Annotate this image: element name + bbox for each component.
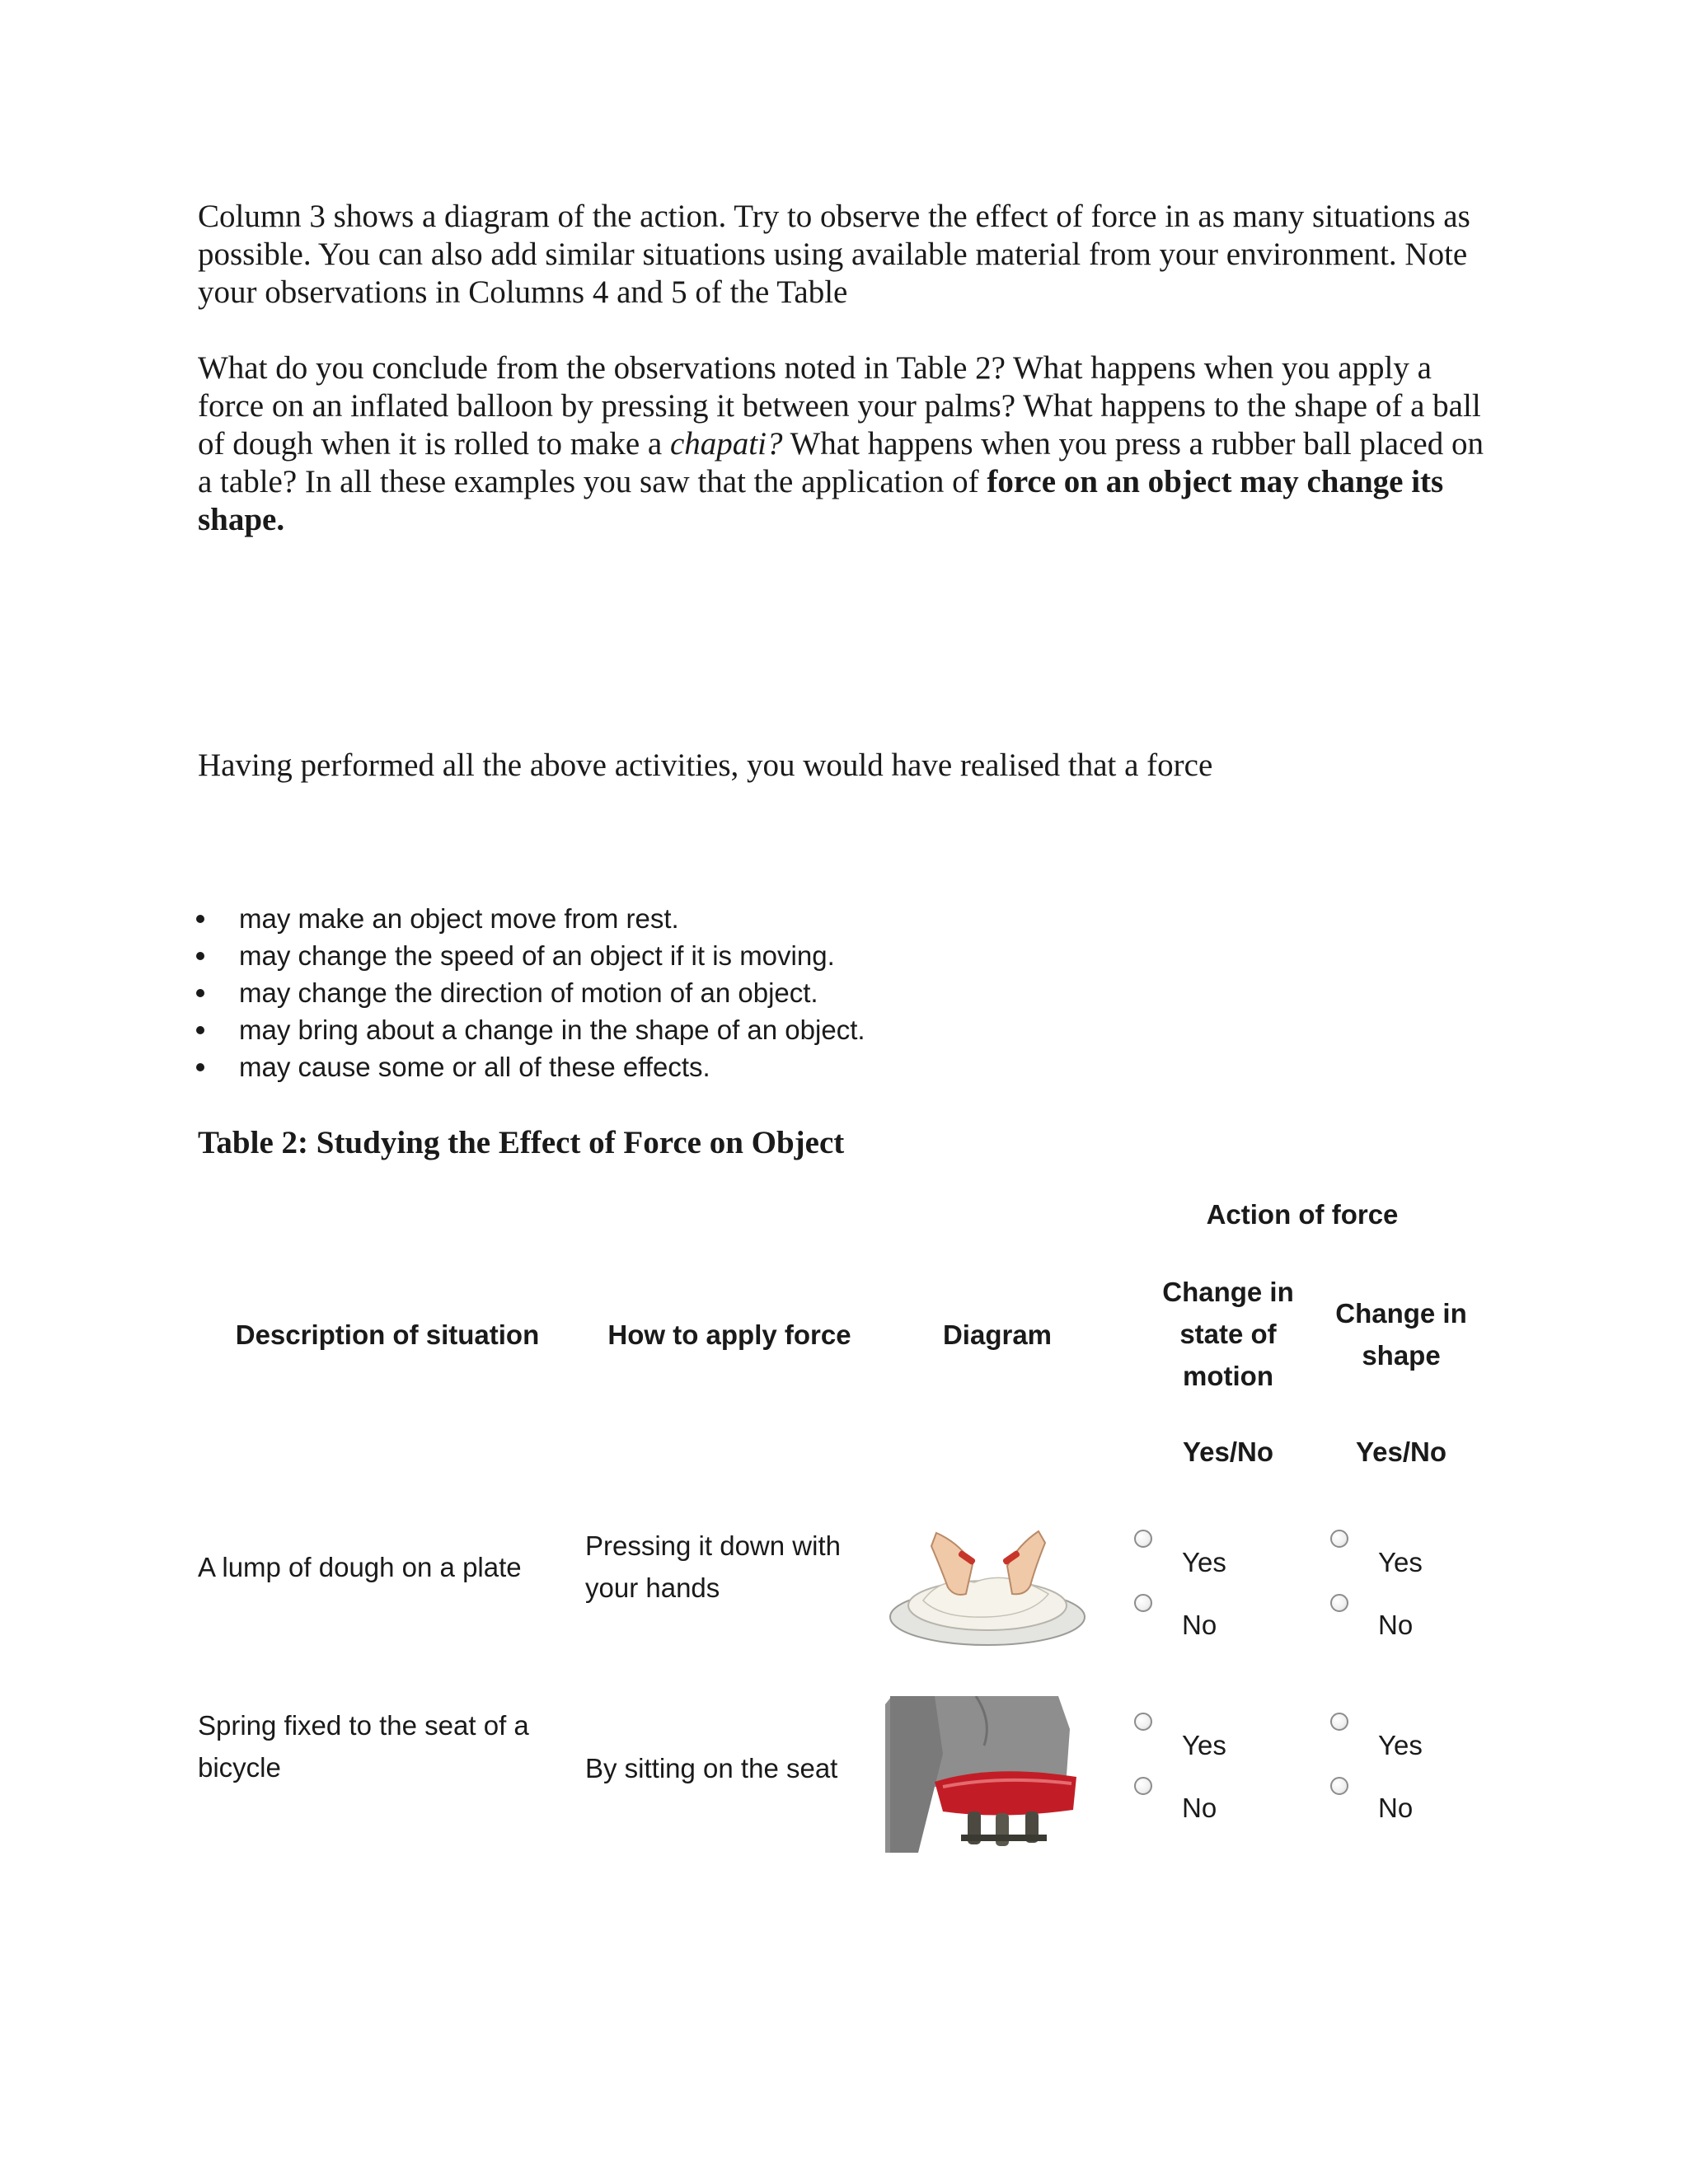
row2-description-line2: bicycle — [198, 1752, 281, 1783]
row2-shape-no-radio[interactable] — [1330, 1777, 1348, 1795]
header-motion — [1129, 1271, 1327, 1397]
header-diagram: Diagram — [942, 1319, 1053, 1350]
header-shape-line1: Change in — [1335, 1298, 1467, 1329]
row1-shape-yes-radio[interactable] — [1330, 1530, 1348, 1548]
header-how: How to apply force — [607, 1319, 851, 1350]
header-shape — [1302, 1292, 1500, 1376]
row2-description-line1: Spring fixed to the seat of a — [198, 1710, 529, 1741]
table-title: Table 2: Studying the Effect of Force on Object — [198, 1125, 845, 1160]
row1-shape-no-radio[interactable] — [1330, 1594, 1348, 1612]
action-of-force-header: Action of force — [1206, 1199, 1399, 1230]
bicycle-seat-diagram — [885, 1696, 1076, 1853]
row1-shape-yes-label: Yes — [1378, 1547, 1423, 1577]
row1-shape-no-label: No — [1378, 1610, 1414, 1640]
list-item: may cause some or all of these effects. — [191, 1048, 865, 1085]
header-motion-line1: Change in — [1162, 1277, 1294, 1307]
list-item: may bring about a change in the shape of an object. — [191, 1011, 865, 1048]
row2-motion-yes-radio[interactable] — [1134, 1713, 1152, 1731]
header-motion-line2: state of — [1179, 1319, 1277, 1349]
chapati-term: chapati? — [669, 426, 783, 462]
conclusion-text-2: What happens when you press a rubber ball placed on a table? In all these examples you saw that the application of — [198, 426, 1484, 499]
list-item: may change the speed of an object if it is moving. — [191, 937, 865, 974]
header-yesno-motion: Yes/No — [1182, 1436, 1274, 1467]
row1-how — [585, 1525, 841, 1609]
row1-how-line2: your hands — [585, 1572, 720, 1603]
row2-shape-yes-label: Yes — [1378, 1730, 1423, 1760]
row2-shape-yes-radio[interactable] — [1330, 1713, 1348, 1731]
header-motion-line3: motion — [1183, 1361, 1273, 1391]
row1-how-line1: Pressing it down with — [585, 1530, 841, 1561]
row2-how: By sitting on the seat — [585, 1753, 838, 1783]
force-effects-list — [191, 900, 865, 1085]
row1-motion-no-label: No — [1182, 1610, 1217, 1640]
summary-lead: Having performed all the above activities, you would have realised that a force — [198, 748, 1213, 783]
header-shape-line2: shape — [1362, 1340, 1441, 1371]
list-item: may change the direction of motion of an object. — [191, 974, 865, 1011]
row1-motion-yes-radio[interactable] — [1134, 1530, 1152, 1548]
row1-description: A lump of dough on a plate — [198, 1552, 522, 1582]
row2-motion-no-label: No — [1182, 1793, 1217, 1823]
list-item: may make an object move from rest. — [191, 900, 865, 937]
row2-motion-no-radio[interactable] — [1134, 1777, 1152, 1795]
row1-motion-no-radio[interactable] — [1134, 1594, 1152, 1612]
row2-motion-yes-label: Yes — [1182, 1730, 1226, 1760]
conclusion-text-1: What do you conclude from the observations noted in Table 2? What happens when you apply a force on an inflated balloon by pressing it between your palms? What happens to the shape of a ball of dough when it is rolled to make a — [198, 350, 1481, 462]
row1-motion-yes-label: Yes — [1182, 1547, 1226, 1577]
header-description: Description of situation — [235, 1319, 540, 1350]
header-yesno-shape: Yes/No — [1355, 1436, 1447, 1467]
row2-description — [198, 1704, 529, 1788]
dough-pressing-diagram — [884, 1518, 1091, 1653]
conclusion-paragraph — [198, 349, 1500, 539]
conclusion-bold: force on an object may change its shape. — [198, 464, 1444, 537]
row2-shape-no-label: No — [1378, 1793, 1414, 1823]
intro-paragraph: Column 3 shows a diagram of the action. Try to observe the effect of force in as many situations as possible. You can also add similar situations using available material from your environment. Note your observations in Columns 4 and 5 of the Table — [198, 199, 1470, 310]
